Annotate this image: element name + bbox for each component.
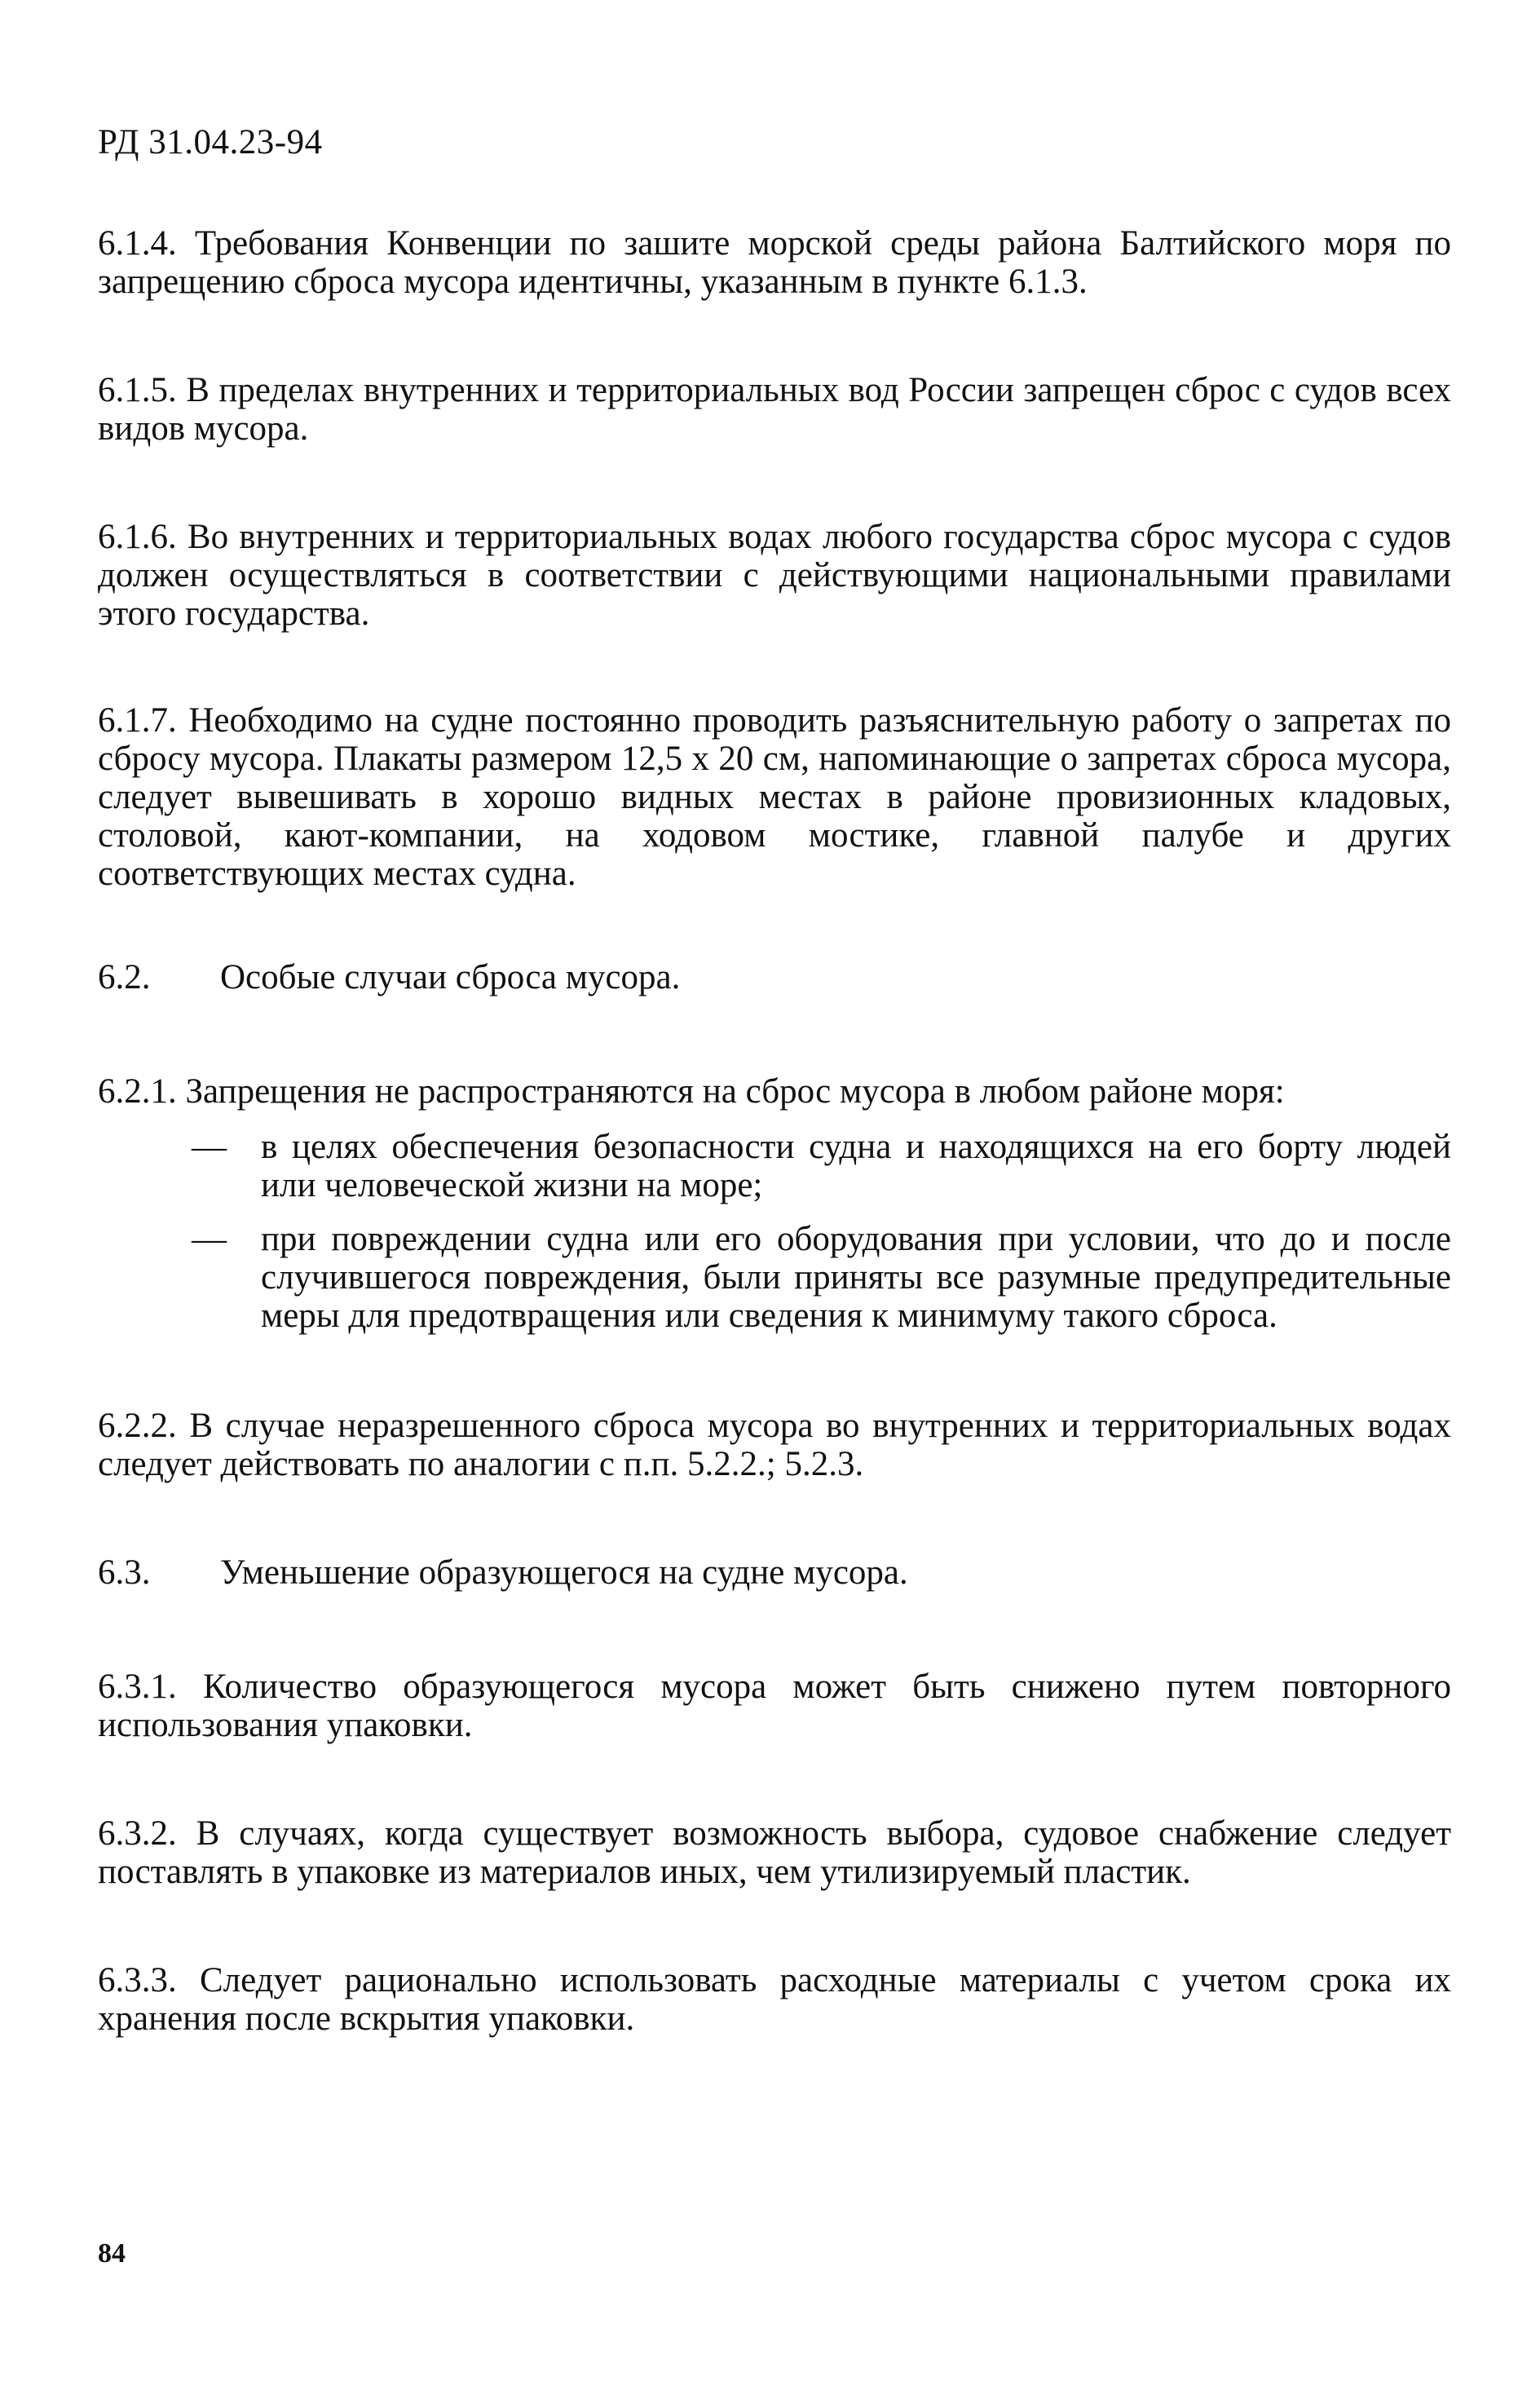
- paragraph-number: 6.3.2.: [98, 1814, 177, 1853]
- section-number: 6.3.: [98, 1553, 151, 1592]
- paragraph-6-3-2: [98, 1814, 1451, 1891]
- paragraph-6-3-1: [98, 1668, 1451, 1744]
- paragraph-text: В пределах внутренних и территориальных вод России запрещен сброс с судов всех видов мусора.: [98, 371, 1451, 448]
- paragraph-6-1-5: [98, 371, 1451, 448]
- paragraph-6-1-4: [98, 224, 1451, 301]
- paragraph-text: Требования Конвенции по зашите морской среды района Балтийского моря по запрещению сброса мусора идентичны, указанным в пункте 6.1.3.: [98, 224, 1452, 301]
- section-number: 6.2.: [98, 958, 151, 996]
- paragraph-6-2-1: [98, 1072, 1451, 1111]
- paragraph-6-3-3: [98, 1961, 1451, 2038]
- paragraph-text: Следует рационально использовать расходные материалы с учетом срока их хранения после вскрытия упаковки.: [98, 1961, 1452, 2038]
- section-heading-6-3: [98, 1553, 908, 1592]
- list-item: [192, 1220, 1451, 1335]
- paragraph-text: В случаях, когда существует возможность выбора, судовое снабжение следует поставлять в упаковке из материалов иных, чем утилизируемый пластик.: [98, 1814, 1451, 1891]
- paragraph-6-2-2: [98, 1407, 1451, 1483]
- paragraph-number: 6.1.5.: [98, 371, 177, 409]
- paragraph-number: 6.2.2.: [98, 1407, 177, 1445]
- paragraph-number: 6.1.4.: [98, 224, 177, 263]
- paragraph-text: В случае неразрешенного сброса мусора во внутренних и территориальных водах следует действовать по аналогии с п.п. 5.2.2.; 5.2.3.: [98, 1407, 1452, 1483]
- dash-bullet: —: [192, 1220, 227, 1258]
- paragraph-text: Необходимо на судне постоянно проводить разъяснительную работу о запретах по сбросу мусора. Плакаты размером 12,5 х 20 см, напоминающие о запретах сброса мусора, следует вывешивать в хорошо видных местах в районе провизионных кладовых, столовой, кают-компании, на ходовом мостике, главной палубе и других соответствующих местах судна.: [98, 701, 1451, 893]
- section-heading-6-2: [98, 958, 680, 996]
- paragraph-text: Количество образующегося мусора может быть снижено путем повторного использования упаковки.: [98, 1668, 1452, 1744]
- paragraph-number: 6.1.6.: [98, 518, 177, 556]
- section-title: Уменьшение образующегося на судне мусора.: [220, 1553, 908, 1592]
- list-item-text: при повреждении судна или его оборудования при условии, что до и после случившегося повреждения, были приняты все разумные предупредительные меры для предотвращения или сведения к минимуму такого сброса.: [261, 1220, 1451, 1335]
- section-title: Особые случаи сброса мусора.: [220, 958, 681, 996]
- paragraph-number: 6.2.1.: [98, 1072, 177, 1111]
- dash-bullet: —: [192, 1128, 227, 1166]
- paragraph-number: 6.3.1.: [98, 1668, 177, 1706]
- document-header: РД 31.04.23-94: [98, 123, 323, 161]
- paragraph-text: Во внутренних и территориальных водах любого государства сброс мусора с судов должен осуществляться в соответствии с действующими национальными правилами этого государства.: [98, 518, 1452, 633]
- paragraph-6-1-7: [98, 701, 1451, 893]
- paragraph-6-1-6: [98, 518, 1451, 633]
- paragraph-number: 6.1.7.: [98, 701, 177, 740]
- paragraph-text: Запрещения не распространяются на сброс мусора в любом районе моря:: [185, 1072, 1285, 1111]
- list-item-text: в целях обеспечения безопасности судна и находящихся на его борту людей или человеческой жизни на море;: [261, 1128, 1451, 1204]
- paragraph-number: 6.3.3.: [98, 1961, 177, 1999]
- list-item: [192, 1128, 1451, 1204]
- page-number: 84: [98, 2238, 126, 2269]
